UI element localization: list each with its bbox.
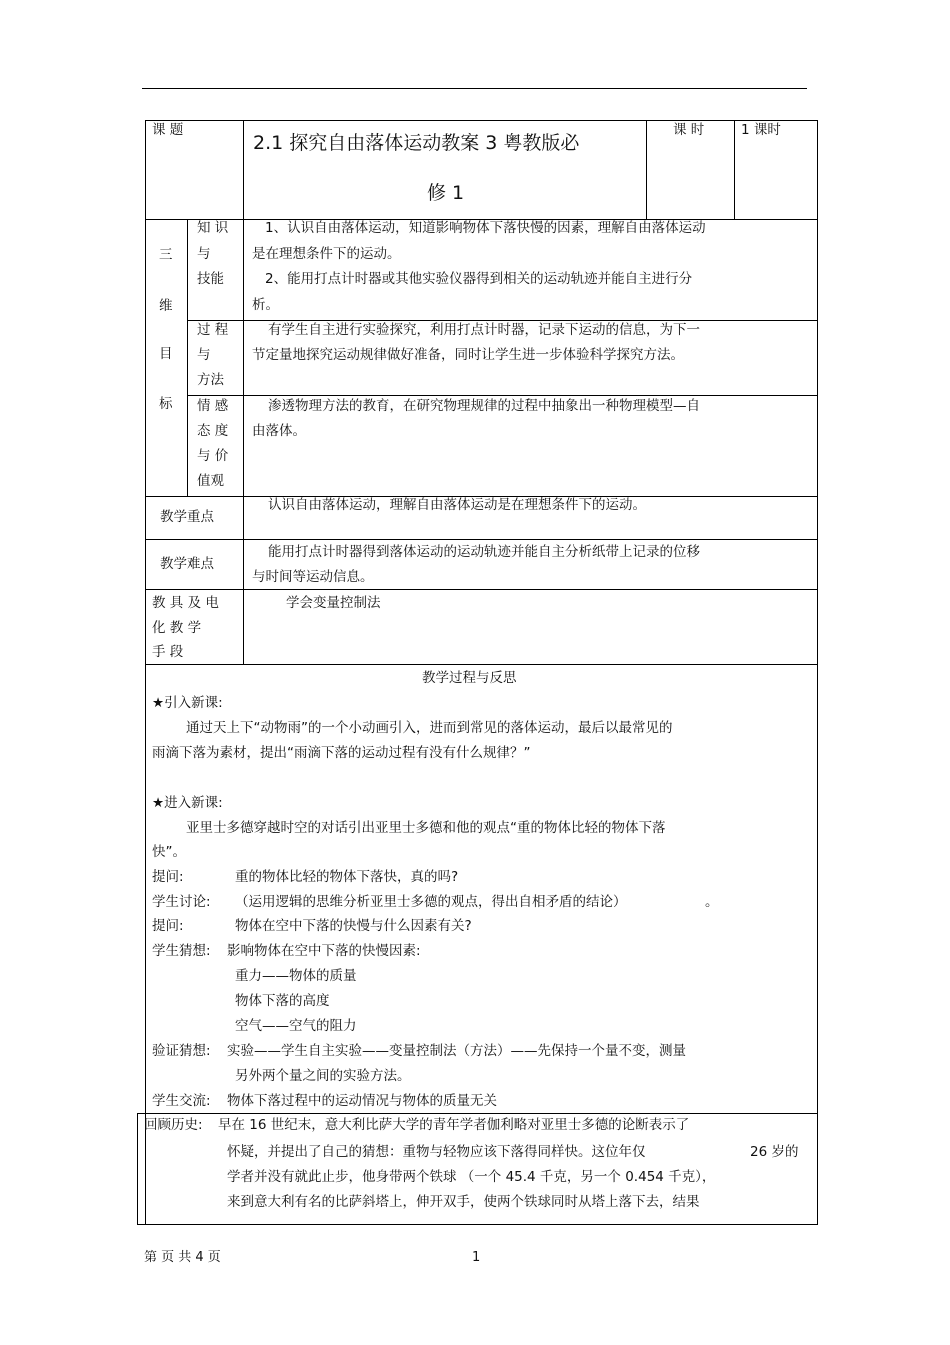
process-label: 过 程 xyxy=(197,322,229,338)
knowledge-text: 是在理想条件下的运动。 xyxy=(252,246,401,262)
table-border-left xyxy=(145,120,146,1225)
table-border-right xyxy=(817,120,818,1225)
new-heading: ★进入新课: xyxy=(152,795,223,811)
grid-line xyxy=(137,1113,138,1225)
question-label: 提问: xyxy=(152,918,184,934)
intro-heading: ★引入新课: xyxy=(152,695,223,711)
grid-line xyxy=(145,664,817,665)
key-point-text: 认识自由落体运动，理解自由落体运动是在理想条件下的运动。 xyxy=(268,497,646,513)
process-heading: 教学过程与反思 xyxy=(422,670,517,686)
verify-text: 另外两个量之间的实验方法。 xyxy=(235,1068,411,1084)
history-text: 26 岁的 xyxy=(750,1144,799,1160)
page-title-cont: 修 1 xyxy=(427,182,465,204)
objectives-group-char: 三 xyxy=(159,247,173,263)
grid-line xyxy=(187,395,817,396)
key-point-label: 教学重点 xyxy=(160,509,214,525)
guess-text: 影响物体在空中下落的快慢因素: xyxy=(227,943,421,959)
exchange-label: 学生交流: xyxy=(152,1093,211,1109)
page-footer-text: 第 页 共 4 页 xyxy=(144,1250,221,1265)
knowledge-label: 技能 xyxy=(197,271,224,287)
guess-label: 学生猜想: xyxy=(152,943,211,959)
emotion-label: 情 感 xyxy=(197,398,229,414)
factor-item: 物体下落的高度 xyxy=(235,993,330,1009)
knowledge-text: 2、能用打点计时器或其他实验仪器得到相关的运动轨迹并能自主进行分 xyxy=(265,271,693,287)
new-text: 快”。 xyxy=(152,844,186,860)
objectives-group-char: 标 xyxy=(159,396,173,412)
process-text: 节定量地探究运动规律做好准备，同时让学生进一步体验科学探究方法。 xyxy=(252,347,684,363)
history-text: 来到意大利有名的比萨斜塔上，伸开双手，使两个铁球同时从塔上落下去，结果 xyxy=(227,1194,700,1210)
table-border-top xyxy=(145,120,817,121)
table-border-bottom xyxy=(137,1224,818,1225)
page-number: 1 xyxy=(472,1250,481,1265)
tools-text: 学会变量控制法 xyxy=(286,595,381,611)
grid-line xyxy=(187,219,188,496)
grid-line xyxy=(187,320,817,321)
difficulty-label: 教学难点 xyxy=(160,556,214,572)
page-title: 2.1 探究自由落体运动教案 3 粤教版必 xyxy=(253,132,580,154)
tools-label: 教 具 及 电 xyxy=(152,595,219,611)
question-text: 物体在空中下落的快慢与什么因素有关? xyxy=(235,918,472,934)
emotion-label: 与 价 xyxy=(197,448,229,464)
question-label: 提问: xyxy=(152,869,184,885)
history-text: 学者并没有就此止步，他身带两个铁球 （一个 45.4 千克，另一个 0.454 千克）， xyxy=(227,1169,716,1185)
grid-line xyxy=(734,120,735,219)
course-label: 课 题 xyxy=(152,122,184,138)
grid-line xyxy=(137,1113,818,1114)
tools-label: 化 教 学 xyxy=(152,620,202,636)
history-text: 早在 16 世纪末，意大利比萨大学的青年学者伽利略对亚里士多德的论断表示了 xyxy=(218,1117,690,1133)
verify-label: 验证猜想: xyxy=(152,1043,211,1059)
history-label: 回顾历史: xyxy=(144,1117,203,1133)
question-text: 重的物体比轻的物体下落快，真的吗? xyxy=(235,869,459,885)
discuss-label: 学生讨论: xyxy=(152,894,211,910)
grid-line xyxy=(243,120,244,665)
intro-text: 雨滴下落为素材，提出“雨滴下落的运动过程有没有什么规律？” xyxy=(152,745,531,761)
exchange-text: 物体下落过程中的运动情况与物体的质量无关 xyxy=(227,1093,497,1109)
grid-line xyxy=(646,120,647,219)
difficulty-text: 能用打点计时器得到落体运动的运动轨迹并能自主分析纸带上记录的位移 xyxy=(268,544,700,560)
discuss-end: 。 xyxy=(705,894,719,910)
verify-text: 实验——学生自主实验——变量控制法（方法）——先保持一个量不变，测量 xyxy=(227,1043,686,1059)
grid-line xyxy=(145,539,817,540)
objectives-group-char: 维 xyxy=(159,298,173,314)
knowledge-label: 知 识 xyxy=(197,220,229,236)
knowledge-text: 1、认识自由落体运动，知道影响物体下落快慢的因素，理解自由落体运动 xyxy=(265,220,706,236)
top-rule xyxy=(142,88,807,89)
intro-text: 通过天上下“动物雨”的一个小动画引入，进而到常见的落体运动，最后以最常见的 xyxy=(186,720,673,736)
knowledge-label: 与 xyxy=(197,246,211,262)
hours-value: 1 课时 xyxy=(741,122,781,138)
process-label: 与 xyxy=(197,347,211,363)
new-text: 亚里士多德穿越时空的对话引出亚里士多德和他的观点“重的物体比轻的物体下落 xyxy=(186,820,666,836)
history-text: 怀疑，并提出了自己的猜想：重物与轻物应该下落得同样快。这位年仅 xyxy=(227,1144,646,1160)
objectives-group-char: 目 xyxy=(159,346,173,362)
process-text: 有学生自主进行实验探究，利用打点计时器，记录下运动的信息，为下一 xyxy=(268,322,700,338)
factor-item: 重力——物体的质量 xyxy=(235,968,357,984)
tools-label: 手 段 xyxy=(152,644,184,660)
difficulty-text: 与时间等运动信息。 xyxy=(252,569,374,585)
process-label: 方法 xyxy=(197,372,224,388)
emotion-text: 由落体。 xyxy=(252,423,306,439)
discuss-text: （运用逻辑的思维分析亚里士多德的观点，得出自相矛盾的结论） xyxy=(235,894,627,910)
emotion-label: 态 度 xyxy=(197,423,229,439)
emotion-text: 渗透物理方法的教育，在研究物理规律的过程中抽象出一种物理模型—自 xyxy=(268,398,700,414)
hours-label: 课 时 xyxy=(673,122,705,138)
grid-line xyxy=(145,589,817,590)
knowledge-text: 析。 xyxy=(252,297,279,313)
factor-item: 空气——空气的阻力 xyxy=(235,1018,357,1034)
emotion-label: 值观 xyxy=(197,473,224,489)
